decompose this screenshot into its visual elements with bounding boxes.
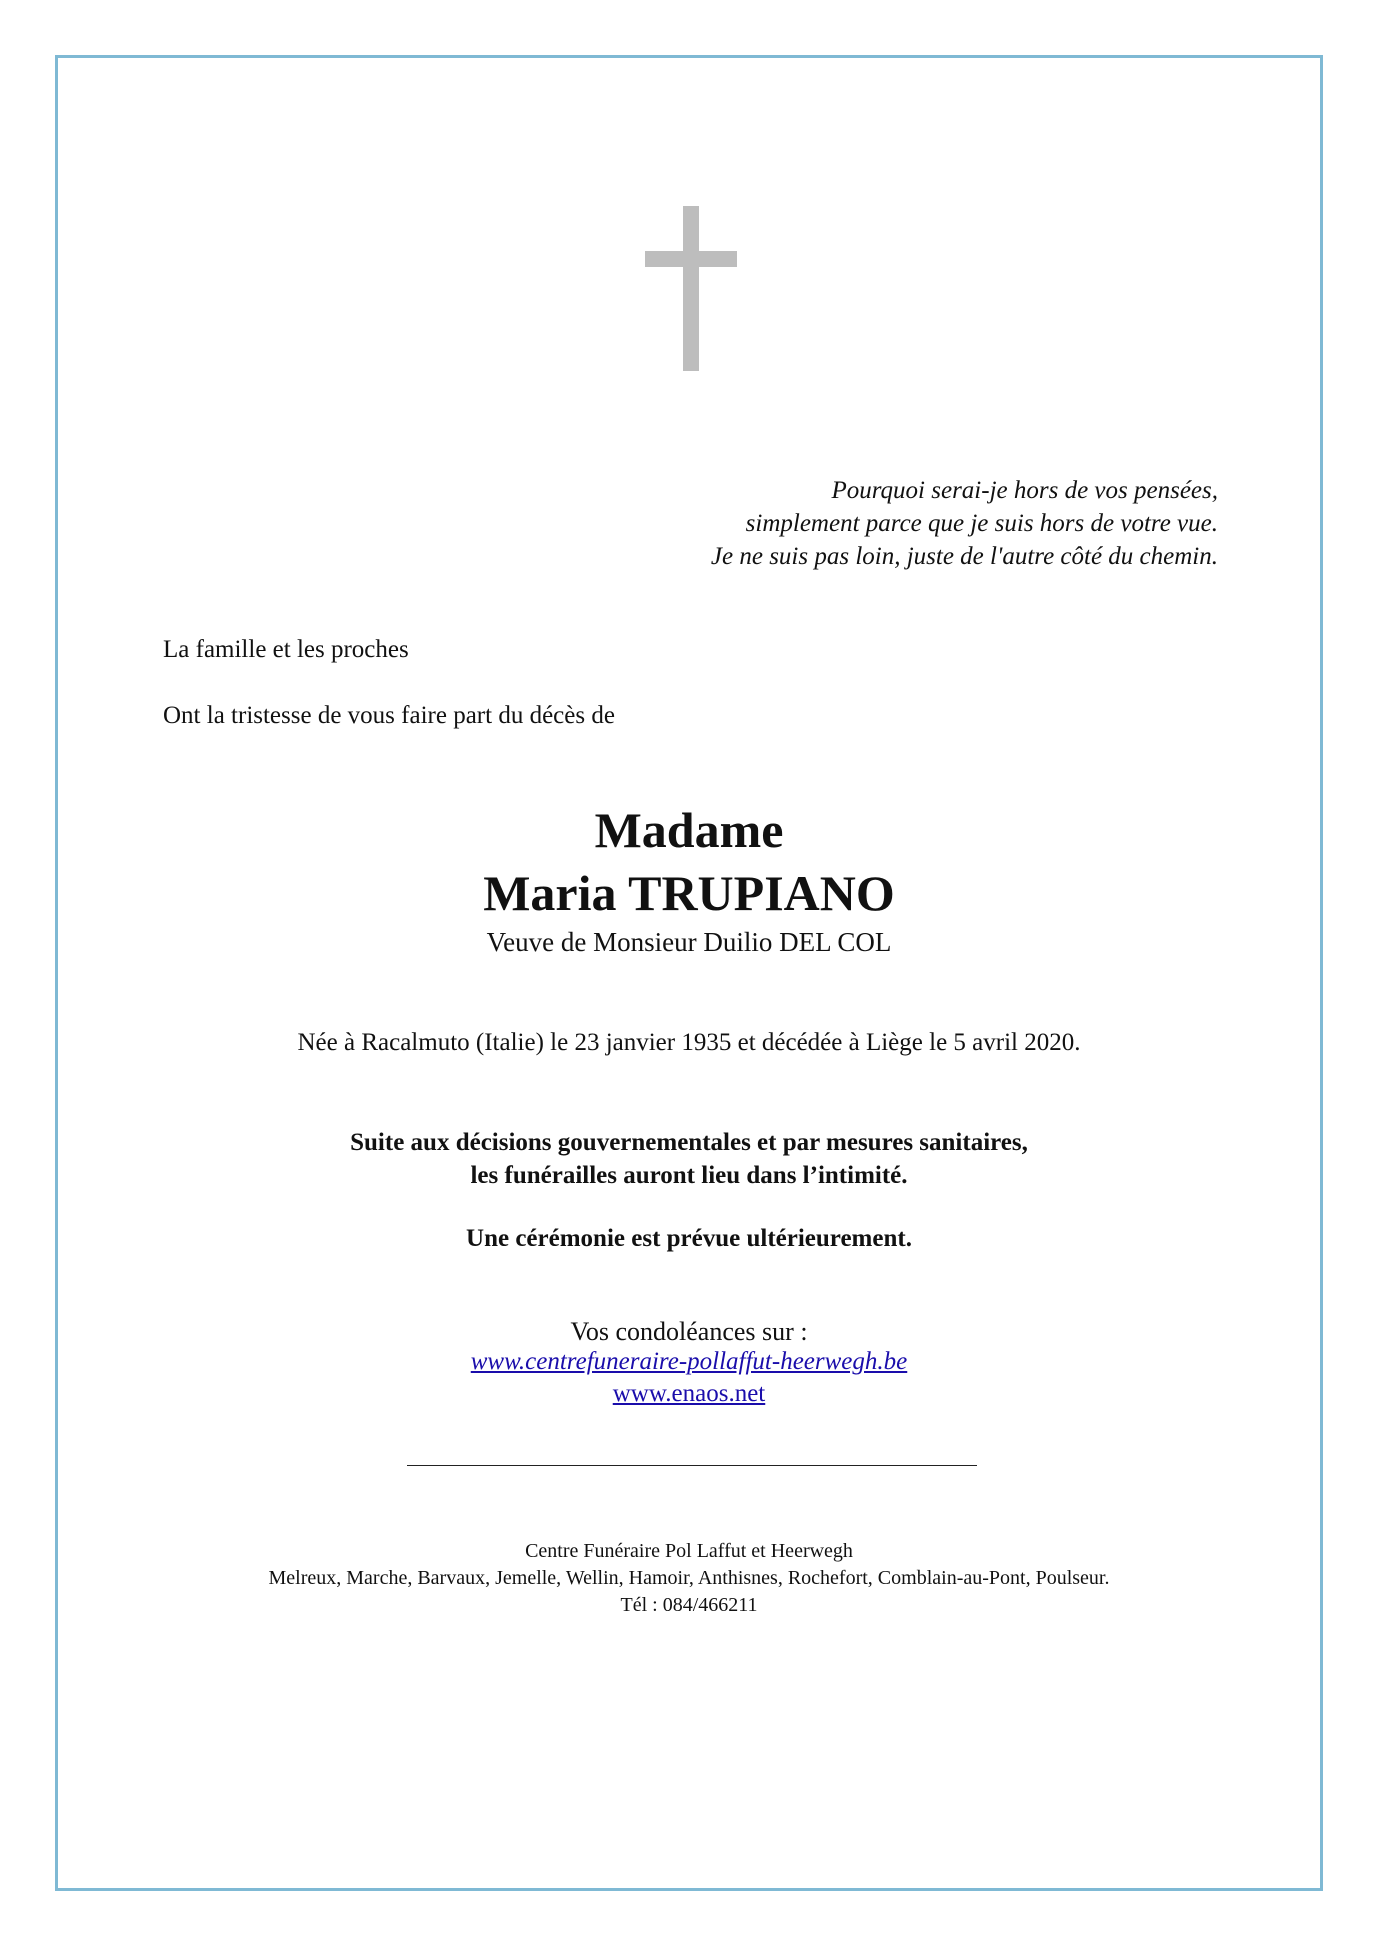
deceased-title: Madame xyxy=(594,802,784,858)
funeral-website-link[interactable]: www.centrefuneraire-pollaffut-heerwegh.be xyxy=(470,1348,908,1375)
intro-family: La famille et les proches xyxy=(163,636,409,663)
poem xyxy=(711,474,1218,573)
condolences-link-row xyxy=(0,1348,1378,1376)
deceased-spouse: Veuve de Monsieur Duilio DEL COL xyxy=(486,927,892,957)
notice-line: Suite aux décisions gouvernementales et par mesures sanitaires, xyxy=(350,1129,1028,1156)
poem-line: Je ne suis pas loin, juste de l'autre côté du chemin. xyxy=(710,543,1218,570)
enaos-website-link[interactable]: www.enaos.net xyxy=(612,1380,766,1407)
footer-phone: Tél : 084/466211 xyxy=(620,1594,758,1616)
footer-company: Centre Funéraire Pol Laffut et Heerwegh xyxy=(525,1540,853,1562)
deceased-name: Maria TRUPIANO xyxy=(483,865,895,921)
intro-announcement: Ont la tristesse de vous faire part du décès de xyxy=(163,702,615,729)
birth-death-dates: Née à Racalmuto (Italie) le 23 janvier 1935 et décédée à Liège le 5 avril 2020. xyxy=(297,1029,1081,1056)
condolences-label: Vos condoléances sur : xyxy=(570,1317,808,1346)
poem-line: simplement parce que je suis hors de votre vue. xyxy=(745,510,1218,537)
ceremony-notice: Une cérémonie est prévue ultérieurement. xyxy=(466,1225,912,1252)
condolences-link-row xyxy=(0,1380,1378,1408)
footer-locations: Melreux, Marche, Barvaux, Jemelle, Wellin, Hamoir, Anthisnes, Rochefort, Comblain-au-Pont, Poulseur. xyxy=(268,1567,1110,1589)
notice-line: les funérailles auront lieu dans l’intimité. xyxy=(470,1162,908,1189)
poem-line: Pourquoi serai-je hors de vos pensées, xyxy=(831,477,1218,504)
divider xyxy=(407,1465,977,1466)
cross-icon xyxy=(645,206,737,371)
